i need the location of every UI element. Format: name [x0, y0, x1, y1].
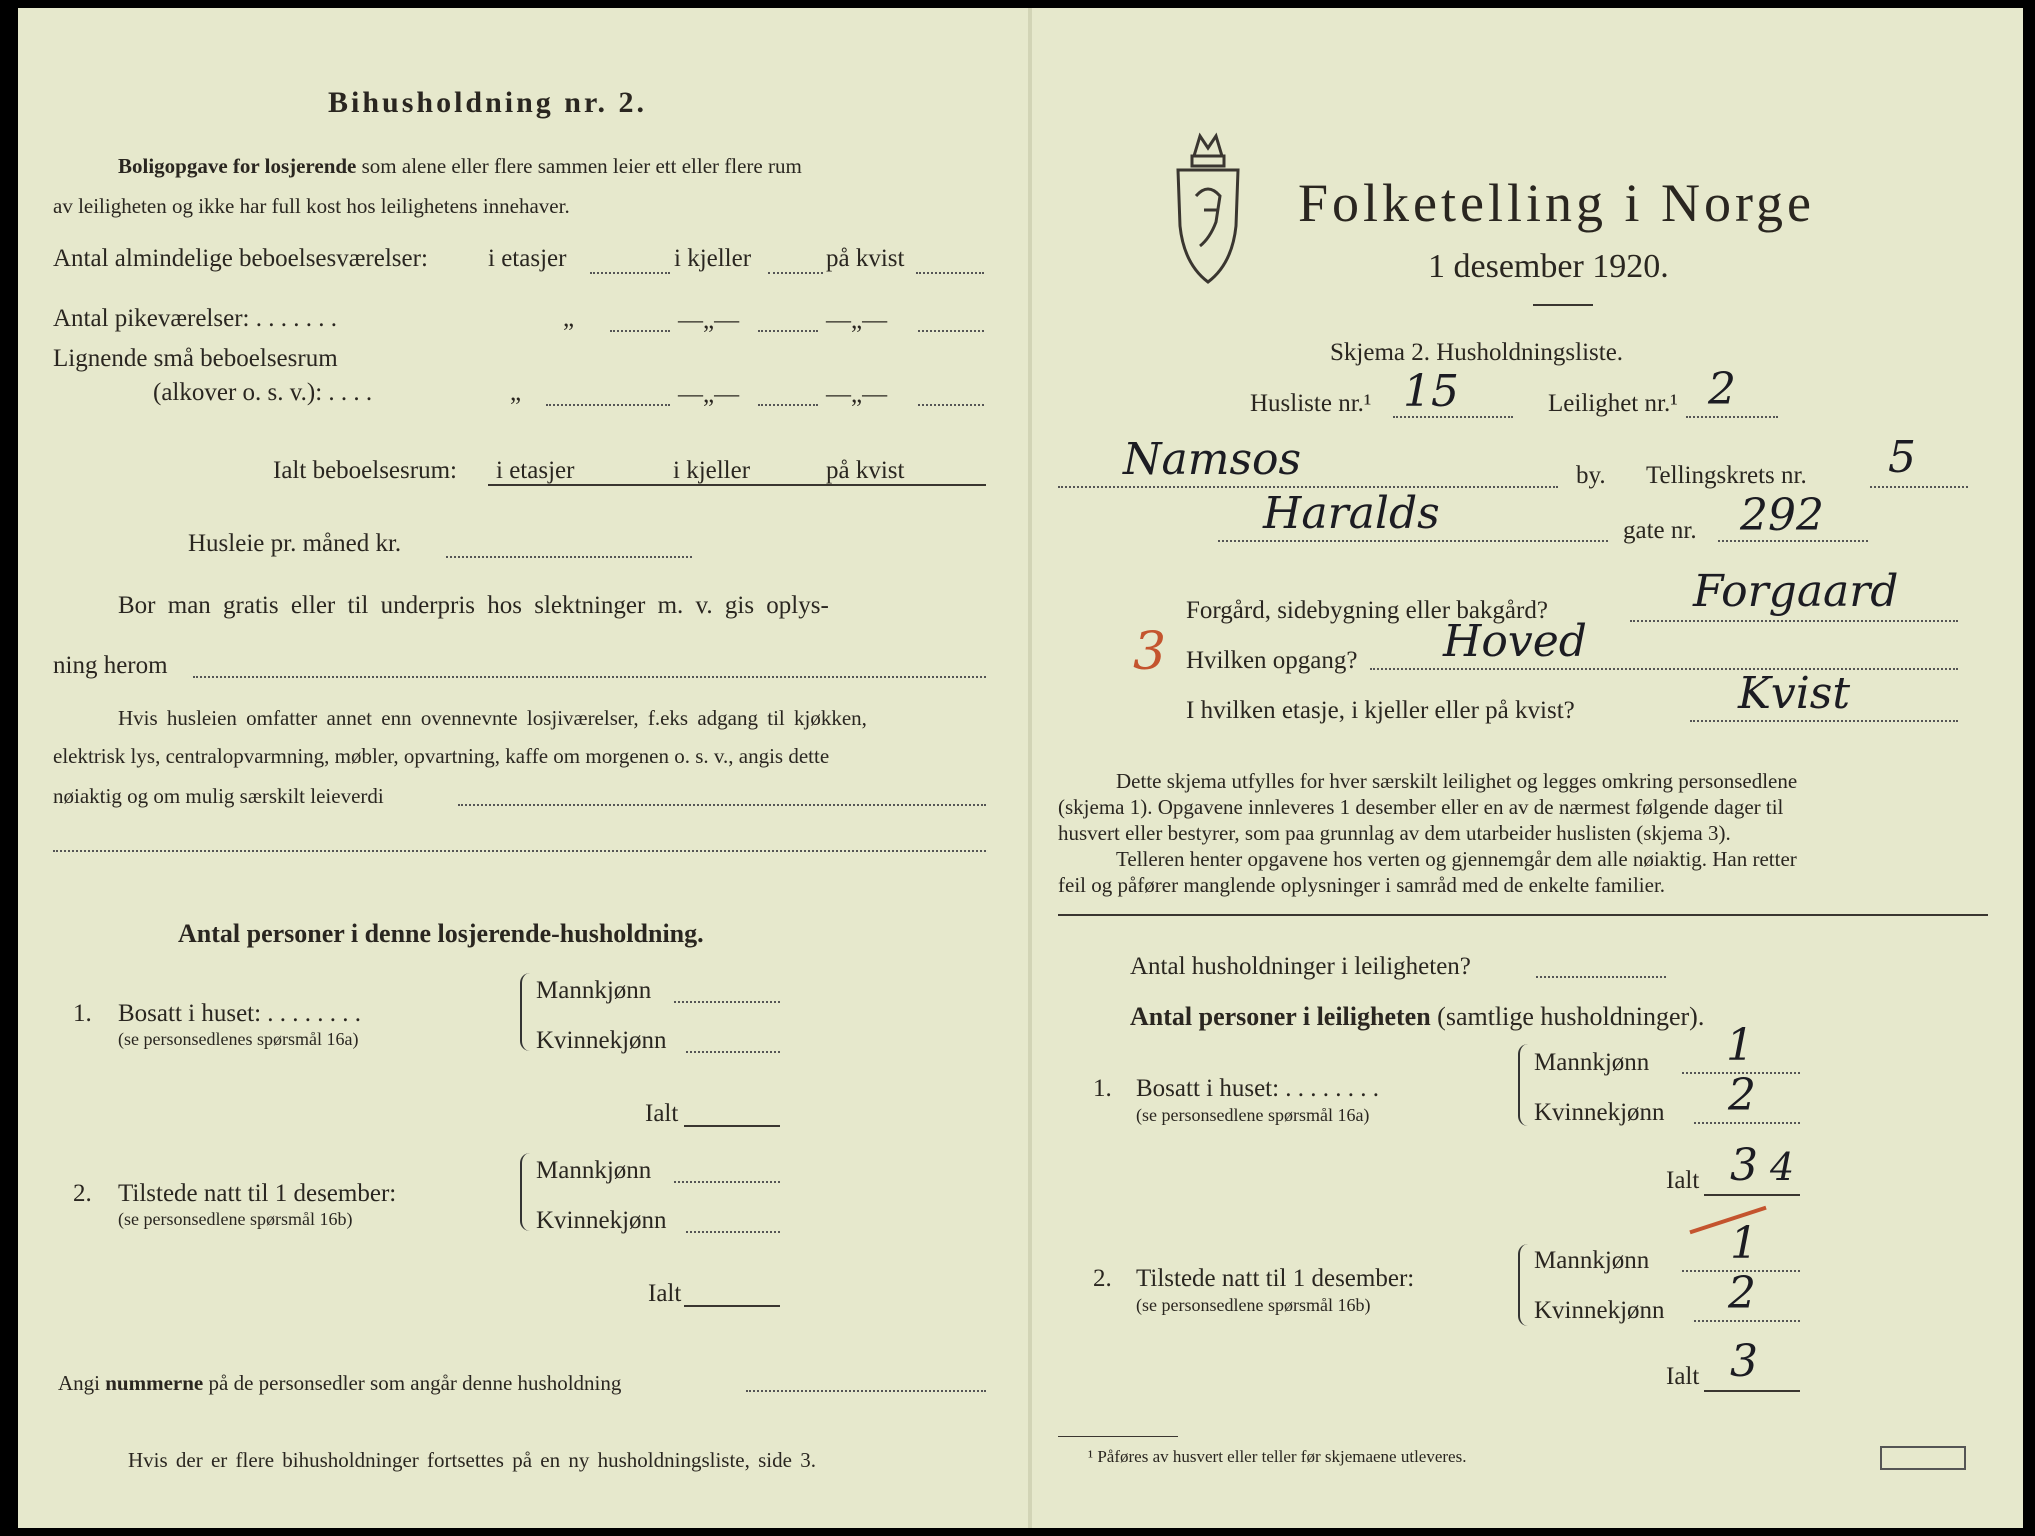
- census-form-sheet: [18, 8, 2023, 1528]
- etasje-field[interactable]: [1690, 720, 1958, 722]
- rooms-label: Antal almindelige beboelsesværelser:: [53, 245, 428, 272]
- right-q1-kvinne-field[interactable]: [1694, 1122, 1800, 1124]
- lign-label1: Lignende små beboelsesrum: [53, 345, 338, 372]
- right-persons-title: Antal personer i leiligheten (samtlige husholdninger).: [1130, 1002, 1705, 1031]
- ditto-mark: —„—: [678, 307, 740, 334]
- etasje-label: I hvilken etasje, i kjeller eller på kvist?: [1186, 697, 1575, 724]
- right-q2-kvinne-value[interactable]: 2: [1728, 1268, 1756, 1319]
- etasje-value[interactable]: Kvist: [1738, 668, 1851, 719]
- right-q1-kvinne-label: Kvinnekjønn: [1534, 1099, 1665, 1126]
- krets-value[interactable]: 5: [1888, 432, 1916, 483]
- section-divider: [1058, 914, 1988, 916]
- right-q1-ialt-value[interactable]: 3: [1730, 1140, 1758, 1191]
- left-q1-mann-label: Mannkjønn: [536, 977, 652, 1004]
- leieverdi-field[interactable]: [458, 804, 986, 806]
- left-q2-mann-label: Mannkjønn: [536, 1157, 652, 1184]
- husleien-line2: elektrisk lys, centralopvarmning, møbler, opvartning, kaffe om morgenen o. s. v., angis dette: [53, 744, 830, 768]
- right-q1-kvinne-value[interactable]: 2: [1728, 1070, 1756, 1121]
- col-kjeller: i kjeller: [674, 245, 752, 272]
- col-etasjer: i etasjer: [488, 245, 567, 272]
- pike-kvist-field[interactable]: [918, 330, 984, 332]
- gratis-line2: ning herom: [53, 652, 168, 679]
- right-q1-ialt-field[interactable]: [1704, 1194, 1800, 1196]
- left-q2-kvinne-field[interactable]: [686, 1231, 780, 1233]
- leieverdi-field-2[interactable]: [53, 850, 986, 852]
- right-q1-label: Bosatt i huset: . . . . . . . .: [1136, 1075, 1380, 1102]
- skjema-label: Skjema 2. Husholdningsliste.: [1330, 339, 1624, 366]
- ialt-rooms-label: Ialt beboelsesrum:: [273, 457, 457, 484]
- ditto-mark: „: [510, 379, 522, 406]
- ditto-mark: —„—: [826, 307, 888, 334]
- right-q2-ialt-label: Ialt: [1666, 1363, 1700, 1390]
- ditto-mark: —„—: [678, 381, 740, 408]
- col-kvist: på kvist: [826, 457, 905, 484]
- printer-stamp-icon: [1880, 1446, 1966, 1470]
- rooms-kjeller-field[interactable]: [768, 272, 823, 274]
- husliste-value[interactable]: 15: [1403, 366, 1459, 417]
- gate-nr-value[interactable]: 292: [1740, 490, 1824, 541]
- right-q2-brace: [1518, 1244, 1530, 1326]
- left-q2-kvinne-label: Kvinnekjønn: [536, 1207, 667, 1234]
- opgang-label: Hvilken opgang?: [1186, 647, 1358, 674]
- rooms-etasjer-field[interactable]: [590, 272, 670, 274]
- opgang-field[interactable]: [1370, 668, 1958, 670]
- right-q1-ialt-label: Ialt: [1666, 1167, 1700, 1194]
- pike-etasjer-field[interactable]: [610, 330, 670, 332]
- footnote: ¹ Påføres av husvert eller teller før skjemaene utleveres.: [1088, 1447, 1467, 1466]
- left-q2-sub: (se personsedlene spørsmål 16b): [118, 1209, 353, 1229]
- left-q1-mann-field[interactable]: [674, 1001, 780, 1003]
- forgard-label: Forgård, sidebygning eller bakgård?: [1186, 597, 1548, 624]
- right-q2-mann-label: Mannkjønn: [1534, 1247, 1650, 1274]
- right-q1-ialt-correction: 4: [1770, 1145, 1795, 1189]
- gratis-field[interactable]: [193, 676, 986, 678]
- krets-field[interactable]: [1870, 486, 1968, 488]
- page-fold: [1028, 8, 1032, 1528]
- intro-line2: av leiligheten og ikke har full kost hos leilighetens innehaver.: [53, 194, 570, 218]
- left-q2-mann-field[interactable]: [674, 1181, 780, 1183]
- lign-label2: (alkover o. s. v.): . . . .: [153, 379, 373, 406]
- col-kjeller: i kjeller: [673, 457, 751, 484]
- opgang-value[interactable]: Hoved: [1443, 616, 1587, 667]
- right-q2-kvinne-field[interactable]: [1694, 1320, 1800, 1322]
- col-kvist: på kvist: [826, 245, 905, 272]
- left-q1-num: 1.: [73, 1000, 92, 1027]
- left-footer: Hvis der er flere bihusholdninger fortsettes på en ny husholdningsliste, side 3.: [128, 1448, 816, 1472]
- left-q2-ialt-label: Ialt: [648, 1280, 682, 1307]
- hush-label: Antal husholdninger i leiligheten?: [1130, 953, 1471, 980]
- lign-etasjer-field[interactable]: [546, 404, 670, 406]
- right-q1-brace: [1518, 1044, 1530, 1126]
- right-q1-num: 1.: [1093, 1075, 1112, 1102]
- rooms-kvist-field[interactable]: [916, 272, 984, 274]
- ditto-mark: „: [563, 305, 575, 332]
- left-q1-ialt-label: Ialt: [645, 1100, 679, 1127]
- husleie-label: Husleie pr. måned kr.: [188, 530, 402, 557]
- footnote-rule: [1058, 1436, 1178, 1437]
- left-q2-num: 2.: [73, 1180, 92, 1207]
- pike-kjeller-field[interactable]: [758, 330, 818, 332]
- left-q2-label: Tilstede natt til 1 desember:: [118, 1180, 397, 1207]
- forgard-field[interactable]: [1630, 620, 1958, 622]
- right-q2-ialt-value[interactable]: 3: [1730, 1336, 1758, 1387]
- right-q2-kvinne-label: Kvinnekjønn: [1534, 1297, 1665, 1324]
- lign-kjeller-field[interactable]: [758, 404, 818, 406]
- hush-field[interactable]: [1536, 976, 1666, 978]
- left-q1-kvinne-label: Kvinnekjønn: [536, 1027, 667, 1054]
- husleie-field[interactable]: [446, 556, 692, 558]
- right-q2-label: Tilstede natt til 1 desember:: [1136, 1265, 1415, 1292]
- by-label: by.: [1576, 462, 1606, 489]
- right-q2-num: 2.: [1093, 1265, 1112, 1292]
- forgard-value[interactable]: Forgaard: [1693, 566, 1899, 617]
- husleien-line1: Hvis husleien omfatter annet enn ovennevnte losjiværelser, f.eks adgang til kjøkken,: [118, 706, 867, 730]
- form-title: Folketelling i Norge: [1298, 173, 1815, 233]
- leilighet-field[interactable]: [1686, 416, 1778, 418]
- husleien-line3: nøiaktig og om mulig særskilt leieverdi: [53, 784, 384, 808]
- right-q1-sub: (se personsedlene spørsmål 16a): [1136, 1105, 1370, 1125]
- leilighet-label: Leilighet nr.¹: [1548, 390, 1678, 417]
- gate-label: gate nr.: [1623, 517, 1697, 544]
- lign-kvist-field[interactable]: [918, 404, 984, 406]
- left-q2-ialt-field[interactable]: [684, 1305, 780, 1307]
- title-rule: [1533, 304, 1593, 306]
- right-q2-sub: (se personsedlene spørsmål 16b): [1136, 1295, 1371, 1315]
- gate-value[interactable]: Haralds: [1263, 488, 1440, 539]
- ialt-rooms-rule: [488, 484, 986, 486]
- angi-line: Angi nummerne på de personsedler som angår denne husholdning: [58, 1371, 622, 1395]
- left-q2-brace: [520, 1153, 532, 1231]
- left-q1-kvinne-field[interactable]: [686, 1051, 780, 1053]
- pike-label: Antal pikeværelser: . . . . . . .: [53, 305, 337, 332]
- instructions-note: Dette skjema utfylles for hver særskilt leilighet og legges omkring personsedlene (skjema 1). Opgavene innleveres 1 desember eller en av de nærmest følgende dager til husvert eller bestyrer, som paa grunnlag av dem utarbeider huslisten (skjema 3). Telleren henter opgavene hos verten og gjennemgår dem alle nøiaktig. Han retter feil og påfører manglende oplysninger i samråd med de enkelte familier.: [1058, 769, 1798, 897]
- right-q1-mann-label: Mannkjønn: [1534, 1049, 1650, 1076]
- col-etasjer: i etasjer: [496, 457, 575, 484]
- leilighet-value[interactable]: 2: [1708, 364, 1736, 415]
- right-q2-ialt-field[interactable]: [1704, 1390, 1800, 1392]
- gratis-line1: Bor man gratis eller til underpris hos slektninger m. v. gis oplys-: [118, 592, 829, 619]
- left-title: Bihusholdning nr. 2.: [328, 86, 648, 119]
- form-date: 1 desember 1920.: [1428, 248, 1669, 285]
- opgang-margin-mark: 3: [1133, 622, 1167, 682]
- gate-field[interactable]: [1218, 540, 1608, 542]
- left-q1-ialt-field[interactable]: [684, 1125, 780, 1127]
- left-q1-sub: (se personsedlenes spørsmål 16a): [118, 1029, 359, 1049]
- angi-field[interactable]: [746, 1390, 986, 1392]
- left-q1-brace: [520, 973, 532, 1051]
- right-q1-mann-value[interactable]: 1: [1726, 1020, 1754, 1071]
- krets-label: Tellingskrets nr.: [1646, 462, 1807, 489]
- ditto-mark: —„—: [826, 381, 888, 408]
- husliste-label: Husliste nr.¹: [1250, 390, 1372, 417]
- intro-line1: Boligopgave for losjerende som alene eller flere sammen leier ett eller flere rum: [118, 154, 802, 178]
- left-persons-title: Antal personer i denne losjerende-husholdning.: [178, 919, 704, 948]
- left-q1-label: Bosatt i huset: . . . . . . . .: [118, 1000, 362, 1027]
- coat-of-arms-icon: [1170, 126, 1246, 286]
- by-value[interactable]: Namsos: [1123, 434, 1302, 485]
- right-q2-mann-value[interactable]: 1: [1730, 1218, 1758, 1269]
